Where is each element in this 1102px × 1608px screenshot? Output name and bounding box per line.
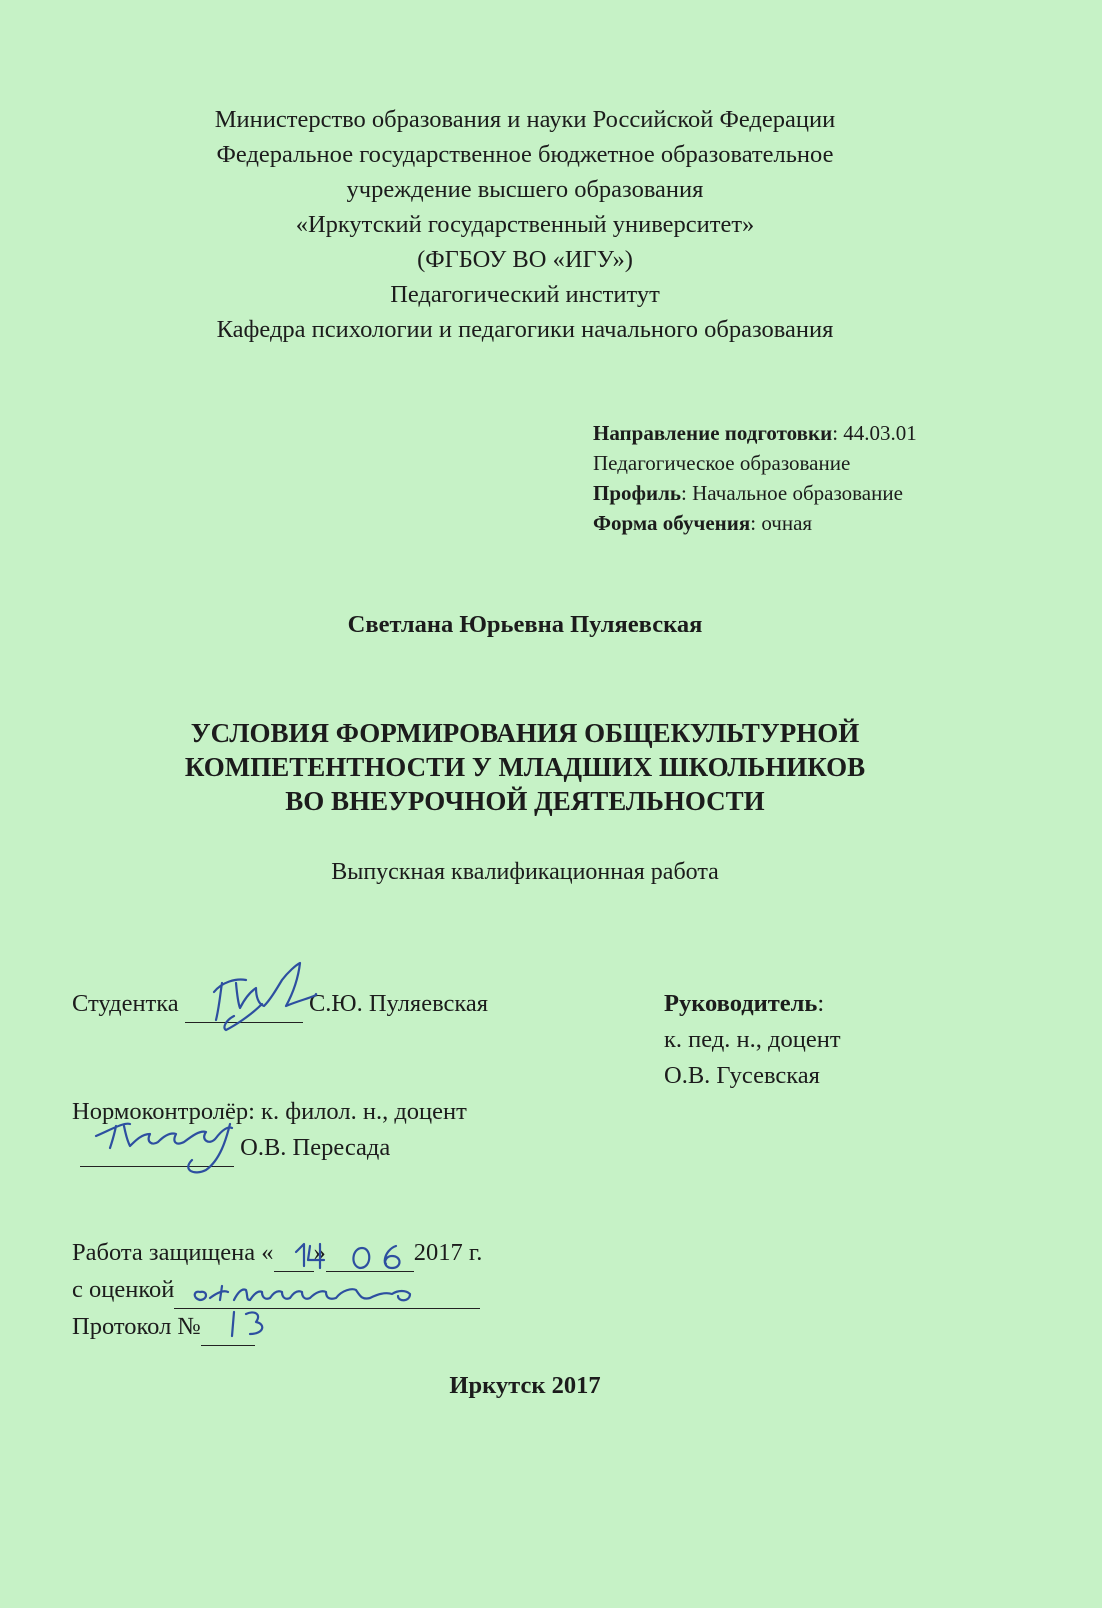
header-line-university: «Иркутский государственный университет» bbox=[295, 211, 755, 238]
profile-value: : Начальное образование bbox=[681, 481, 903, 505]
form-label: Форма обучения bbox=[593, 511, 751, 535]
grade-label: с оценкой bbox=[72, 1276, 175, 1303]
normcontrol-name: О.В. Пересада bbox=[240, 1134, 391, 1161]
month-handwritten bbox=[353, 1246, 399, 1268]
grade-handwritten bbox=[195, 1286, 410, 1300]
day-handwritten bbox=[296, 1244, 324, 1268]
supervisor-name: О.В. Гусевская bbox=[664, 1062, 820, 1089]
protocol-label: Протокол № bbox=[72, 1313, 201, 1340]
direction-value-2: Педагогическое образование bbox=[593, 451, 851, 475]
form-value: : очная bbox=[750, 511, 813, 535]
author-name: Светлана Юрьевна Пуляевская bbox=[347, 611, 703, 638]
year: 2017 г. bbox=[413, 1239, 483, 1266]
student-signature bbox=[214, 963, 316, 1030]
direction-label: Направление подготовки bbox=[593, 421, 833, 445]
header-line-institution-kind: учреждение высшего образования bbox=[346, 176, 704, 203]
protected-label: Работа защищена « bbox=[72, 1239, 274, 1266]
work-type: Выпускная квалификационная работа bbox=[331, 859, 719, 885]
title-line-2: КОМПЕТЕНТНОСТИ У МЛАДШИХ ШКОЛЬНИКОВ bbox=[184, 752, 866, 782]
title-line-3: ВО ВНЕУРОЧНОЙ ДЕЯТЕЛЬНОСТИ bbox=[285, 786, 765, 816]
header-line-abbreviation: (ФГБОУ ВО «ИГУ») bbox=[417, 246, 633, 273]
supervisor-colon: : bbox=[817, 990, 825, 1017]
supervisor-degree: к. пед. н., доцент bbox=[664, 1026, 841, 1053]
quote-close: » bbox=[313, 1239, 326, 1266]
header-line-institution-type: Федеральное государственное бюджетное образовательное bbox=[216, 141, 834, 168]
header-line-ministry: Министерство образования и науки Российской Федерации bbox=[214, 106, 836, 133]
header-line-department: Кафедра психологии и педагогики начального образования bbox=[216, 316, 834, 343]
title-line-1: УСЛОВИЯ ФОРМИРОВАНИЯ ОБЩЕКУЛЬТУРНОЙ bbox=[190, 718, 860, 748]
header-line-institute: Педагогический институт bbox=[390, 281, 660, 308]
protocol-handwritten bbox=[232, 1312, 262, 1336]
supervisor-label: Руководитель bbox=[664, 990, 818, 1017]
normcontrol-signature bbox=[96, 1124, 232, 1173]
student-name: С.Ю. Пуляевская bbox=[308, 990, 489, 1017]
student-label: Студентка bbox=[72, 990, 179, 1017]
normcontrol-label: Нормоконтролёр: к. филол. н., доцент bbox=[72, 1098, 467, 1125]
profile-label: Профиль bbox=[593, 481, 682, 505]
direction-value: : 44.03.01 bbox=[832, 421, 917, 445]
city-year: Иркутск 2017 bbox=[449, 1372, 601, 1399]
